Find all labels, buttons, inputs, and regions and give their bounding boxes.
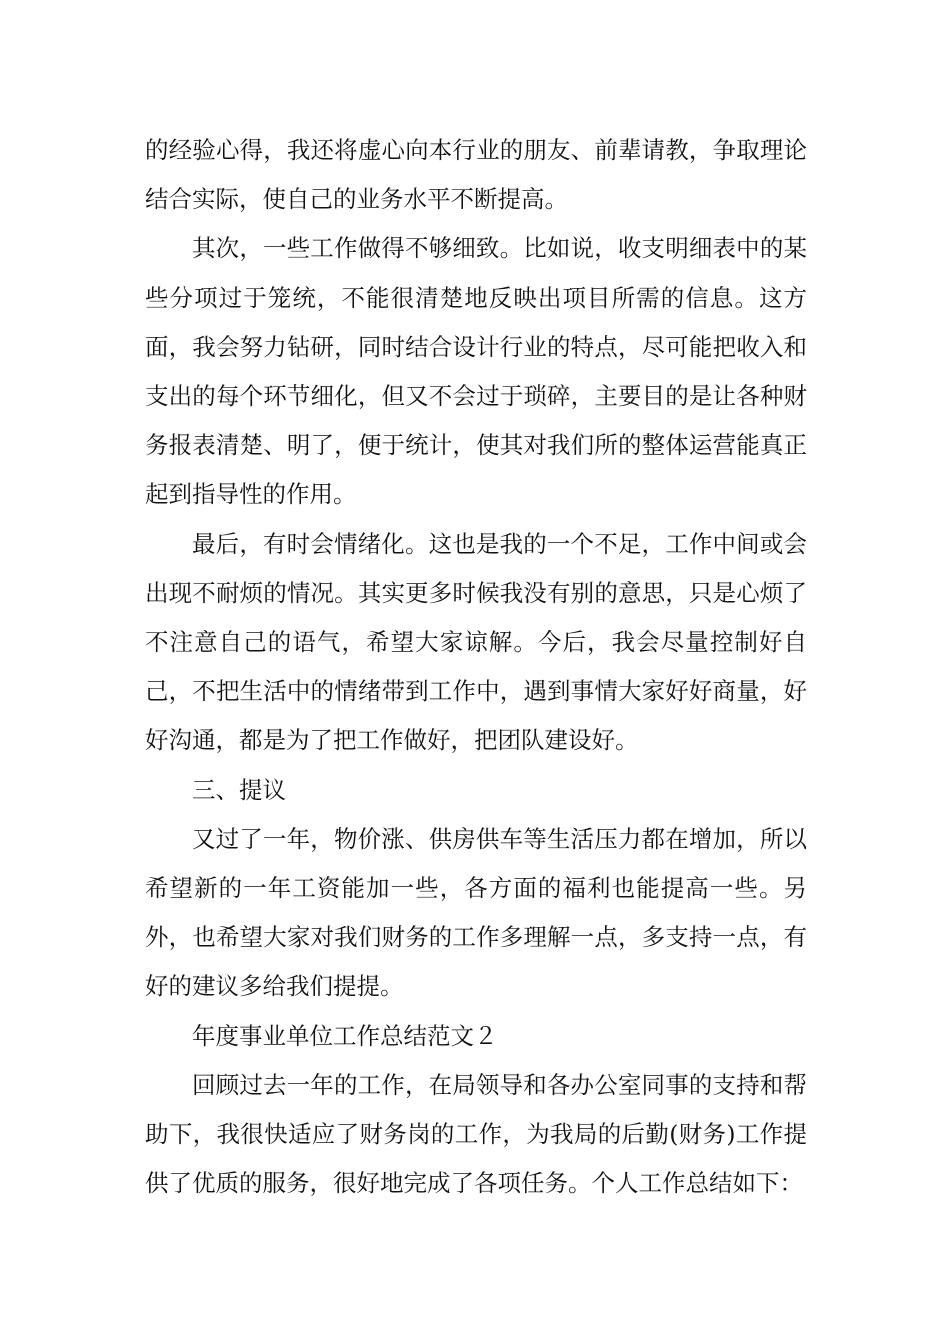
paragraph-continuation: 的经验心得，我还将虚心向本行业的朋友、前辈请教，争取理论结合实际，使自己的业务水平不断提高。 xyxy=(145,136,807,214)
paragraph-suggestions: 又过了一年，物价涨、供房供车等生活压力都在增加，所以希望新的一年工资能加一些，各方面的福利也能提高一些。另外，也希望大家对我们财务的工作多理解一点，多支持一点，有好的建议多给我们提提。 xyxy=(145,824,807,1001)
paragraph-shortcoming-detail: 其次，一些工作做得不够细致。比如说，收支明细表中的某些分项过于笼统，不能很清楚地反映出项目所需的信息。这方面，我会努力钻研，同时结合设计行业的特点，尽可能把收入和支出的每个环节细化，但又不会过于琐碎，主要目的是让各种财务报表清楚、明了，便于统计，使其对我们所的整体运营能真正起到指导性的作用。 xyxy=(145,234,807,509)
paragraph-review-intro: 回顾过去一年的工作，在局领导和各办公室同事的支持和帮助下，我很快适应了财务岗的工作，为我局的后勤(财务)工作提供了优质的服务，很好地完成了各项任务。个人工作总结如下： xyxy=(145,1070,807,1198)
paragraph-shortcoming-emotion: 最后，有时会情绪化。这也是我的一个不足，工作中间或会出现不耐烦的情况。其实更多时候我没有别的意思，只是心烦了不注意自己的语气，希望大家谅解。今后，我会尽量控制好自己，不把生活中的情绪带到工作中，遇到事情大家好好商量，好好沟通，都是为了把工作做好，把团队建设好。 xyxy=(145,529,807,755)
document-body xyxy=(145,126,807,1208)
section-title-sample-2: 年度事业单位工作总结范文２ xyxy=(192,1021,498,1050)
section-heading-suggestions: 三、提议 xyxy=(192,775,286,804)
